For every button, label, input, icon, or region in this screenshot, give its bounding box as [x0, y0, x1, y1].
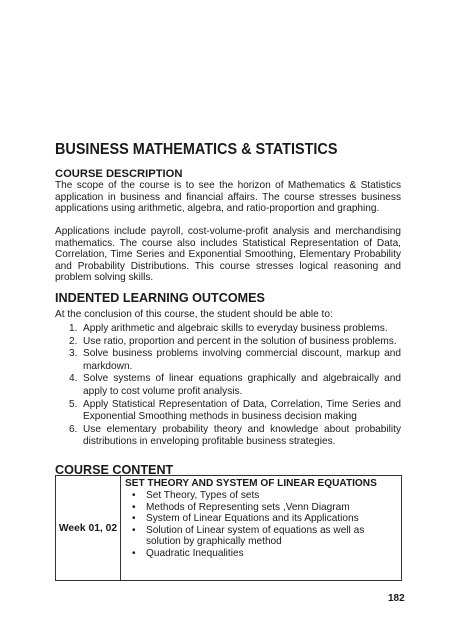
week-cell: Week 01, 02	[56, 476, 121, 581]
outcome-item	[55, 399, 401, 424]
outcome-item	[55, 336, 401, 349]
outcome-text: Apply Statistical Representation of Data, Correlation, Time Series and Exponential Smoothing methods in business decision making	[83, 398, 401, 423]
topic-item: • Solution of Linear system of equations as well as solution by graphically method	[131, 525, 401, 548]
page-number: 182	[388, 593, 405, 604]
outcomes-heading: INDENTED LEARNING OUTCOMES	[55, 291, 265, 305]
outcome-number: 4.	[69, 373, 78, 385]
description-paragraph-1: The scope of the course is to see the horizon of Mathematics & Statistics application in business and financial affairs. The course stresses business applications using arithmetic, algebra, and ratio-proportion and graphing.	[55, 180, 401, 214]
outcomes-intro: At the conclusion of this course, the student should be able to:	[55, 309, 333, 320]
course-description-heading: COURSE DESCRIPTION	[55, 168, 183, 180]
outcome-item	[55, 373, 401, 398]
course-content-table	[55, 475, 402, 581]
page-title: BUSINESS MATHEMATICS & STATISTICS	[55, 141, 338, 158]
topic-item: • Quadratic Inequalities	[131, 548, 401, 560]
course-content-heading: COURSE CONTENT	[55, 463, 174, 477]
topic-item: • Methods of Representing sets ,Venn Diagram	[131, 502, 401, 514]
table-row	[56, 476, 402, 581]
description-paragraph-2: Applications include payroll, cost-volume-profit analysis and merchandising mathematics. The course also includes Statistical Representation of Data, Correlation, Time Series and Exponential Smoothing, Elementary Probability and Probability Distributions. This course stresses logical reasoning and problem solving skills.	[55, 226, 401, 283]
topic-item: • System of Linear Equations and its Applications	[131, 513, 401, 525]
outcome-item	[55, 348, 401, 373]
topic-title: SET THEORY AND SYSTEM OF LINEAR EQUATIONS	[125, 478, 377, 489]
outcome-number: 1.	[69, 323, 78, 334]
outcome-number: 2.	[69, 335, 78, 347]
outcome-number: 6.	[69, 423, 78, 435]
outcome-number: 5.	[69, 398, 78, 410]
outcome-text: Use elementary probability theory and knowledge about probability distributions in enveloping profitable business strategies.	[83, 423, 401, 448]
outcome-text: Apply arithmetic and algebraic skills to everyday business problems.	[83, 323, 388, 334]
outcome-text: Solve business problems involving commercial discount, markup and markdown.	[83, 348, 401, 372]
outcome-item	[55, 424, 401, 449]
outcome-text: Solve systems of linear equations graphically and algebraically and apply to cost volume profit analysis.	[83, 373, 401, 397]
outcome-number: 3.	[69, 348, 78, 360]
outcomes-list	[55, 323, 401, 449]
topic-item: • Set Theory, Types of sets	[131, 490, 401, 502]
outcome-item	[55, 323, 401, 336]
topics-list	[121, 490, 401, 560]
topics-cell	[121, 476, 402, 581]
outcome-text: Use ratio, proportion and percent in the solution of business problems.	[83, 335, 397, 347]
